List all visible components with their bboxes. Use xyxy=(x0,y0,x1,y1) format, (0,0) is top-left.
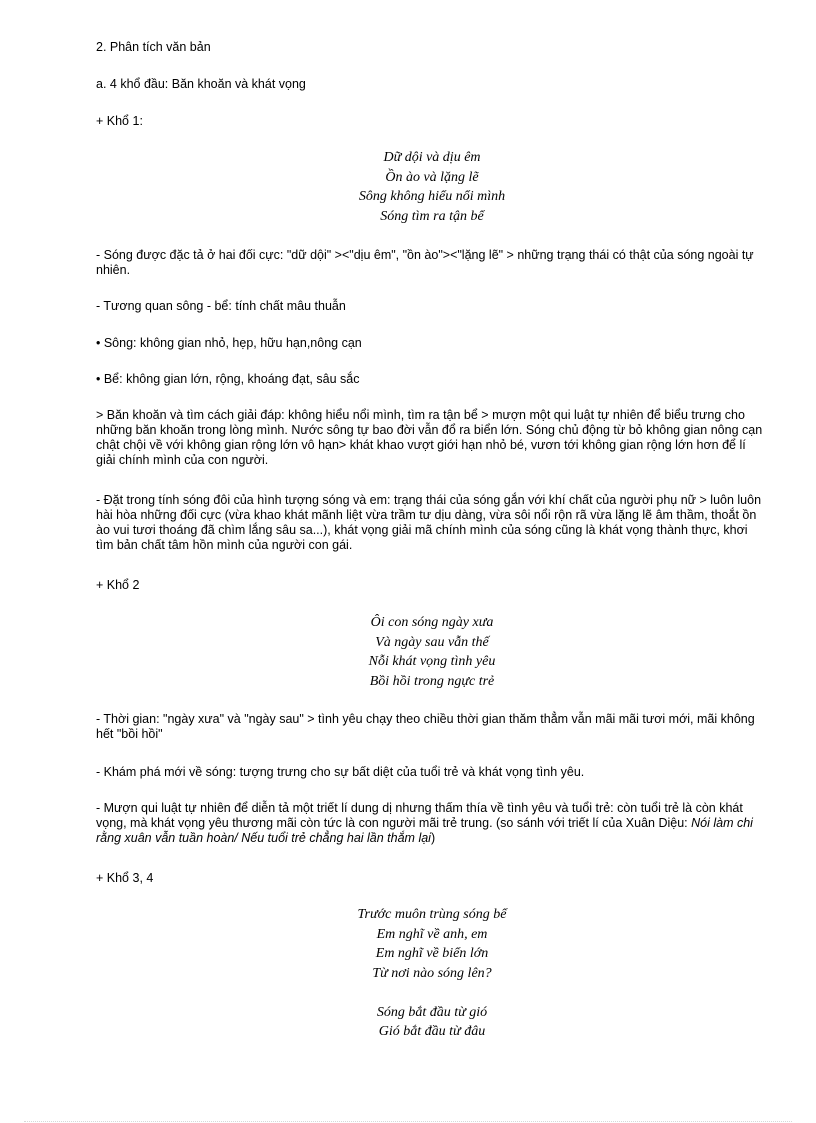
poem-line: Sóng bắt đầu từ gió xyxy=(376,1004,488,1020)
paragraph: > Băn khoăn và tìm cách giải đáp: không hiểu nổi mình, tìm ra tận bể > mượn một qui luật tự nhiên để biểu trưng cho những băn khoăn trong lòng mình. Nước sông tự bao đời vẫn đổ ra biển lớn. Sóng chủ động từ bỏ không gian nông cạn chật chội về với không gian rộng lớn vô hạn> khát khao vượt giới hạn nhỏ bé, vươn tới không gian rộng lớn hơn để lí giải chính mình của con người. xyxy=(96,408,763,467)
poem-stanza-3-4 xyxy=(0,905,816,1042)
poem-line: Ồn ào và lặng lẽ xyxy=(385,169,479,185)
poem-line: Nỗi khát vọng tình yêu xyxy=(368,654,496,669)
paragraph: - Khám phá mới về sóng: tượng trưng cho sự bất diệt của tuổi trẻ và khát vọng tình yêu. xyxy=(96,765,585,779)
quote-text: Nói làm chi rằng xuân vẫn tuần hoàn/ Nếu tuổi trẻ chẳng hai lần thắm lại xyxy=(96,816,753,845)
paragraph-end: ) xyxy=(430,831,436,845)
poem-line: Và ngày sau vẫn thế xyxy=(375,634,489,650)
bullet-item: • Sông: không gian nhỏ, hẹp, hữu hạn,nông cạn xyxy=(96,336,362,350)
poem-line: Sông không hiểu nổi mình xyxy=(358,189,506,204)
stanza-2-label: + Khổ 2 xyxy=(96,578,140,592)
poem-stanza-2 xyxy=(0,613,816,691)
paragraph xyxy=(96,801,768,846)
paragraph: - Thời gian: "ngày xưa" và "ngày sau" > tình yêu chạy theo chiều thời gian thăm thẳm vẫn mãi mãi tươi mới, mãi không hết "bồi hồi" xyxy=(96,712,755,741)
paragraph: - Tương quan sông - bể: tính chất mâu thuẫn xyxy=(96,299,346,313)
poem-line: Trước muôn trùng sóng bể xyxy=(357,907,507,922)
stanza-3-4-label: + Khổ 3, 4 xyxy=(96,871,154,885)
paragraph-text: - Mượn qui luật tự nhiên để diễn tả một triết lí dung dị nhưng thấm thía về tình yêu và tuổi trẻ: còn tuổi trẻ là còn khát vọng, mà khát vọng yêu thương mãi còn tức là con người mãi trẻ trung. (so sánh với triết lí của Xuân Diệu: xyxy=(96,801,743,830)
stanza-1-label: + Khổ 1: xyxy=(96,114,143,128)
poem-line: Dữ dội và dịu êm xyxy=(383,150,481,165)
section-heading: 2. Phân tích văn bản xyxy=(96,40,211,54)
poem-line: Em nghĩ về biển lớn xyxy=(375,946,489,961)
page-bottom-divider xyxy=(24,1121,792,1122)
poem-line: Từ nơi nào sóng lên? xyxy=(372,965,492,981)
paragraph: - Sóng được đặc tả ở hai đối cực: "dữ dội" ><"dịu êm", "ồn ào"><"lặng lẽ" > những trạng thái có thật của sóng ngoài tự nhiên. xyxy=(96,248,754,277)
poem-line: Em nghĩ về anh, em xyxy=(376,926,488,942)
stanza-gap xyxy=(0,983,816,1003)
bullet-item: • Bể: không gian lớn, rộng, khoáng đạt, sâu sắc xyxy=(96,372,360,386)
poem-stanza-1 xyxy=(0,148,816,226)
subsection-heading-a: a. 4 khổ đầu: Băn khoăn và khát vọng xyxy=(96,77,306,91)
paragraph: - Đặt trong tính sóng đôi của hình tượng sóng và em: trạng thái của sóng gắn với khí chất của người phụ nữ > luôn luôn hài hòa những đối cực (vừa khao khát mãnh liệt vừa trầm tư dịu dàng, vừa sôi nổi rộn rã vừa lặng lẽ âm thầm, thoắt ồn ào vui tươi thoáng đã chìm lắng sâu sa...), khát vọng giải mã chính mình của sóng cũng là khát vọng thành thực, khơi tìm bản chất tâm hồn mình của người con gái. xyxy=(96,493,762,552)
poem-line: Gió bắt đầu từ đâu xyxy=(378,1024,486,1039)
poem-line: Sóng tìm ra tận bể xyxy=(380,208,484,224)
poem-line: Ôi con sóng ngày xưa xyxy=(370,615,494,630)
poem-line: Bồi hồi trong ngực trẻ xyxy=(369,673,495,689)
